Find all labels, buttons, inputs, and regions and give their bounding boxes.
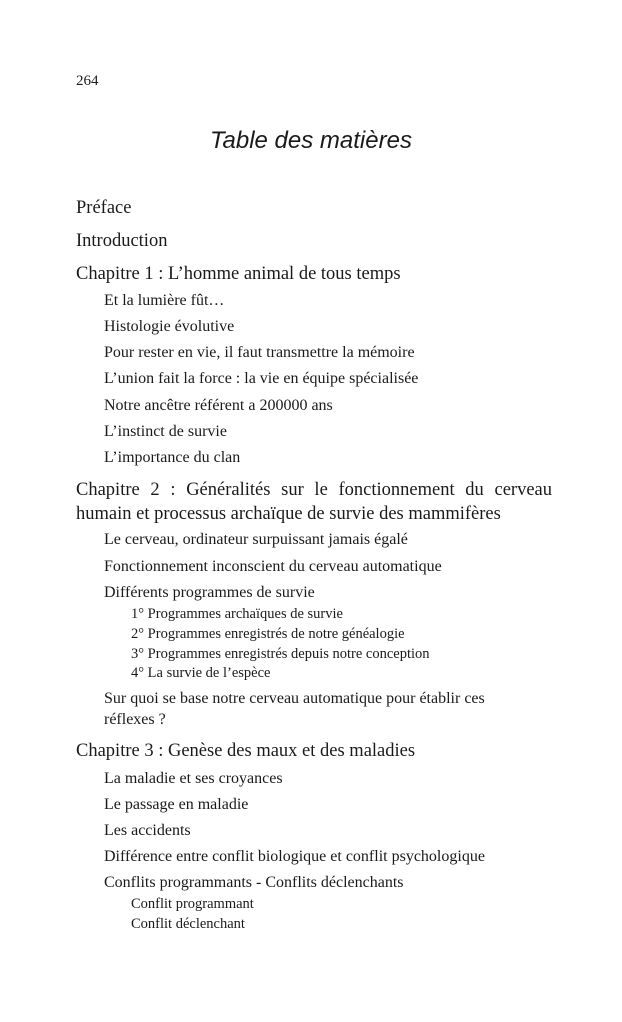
toc-section: Le passage en maladie (104, 796, 249, 813)
toc-section: L’instinct de survie (104, 423, 227, 440)
toc-entry-preface: Préface (76, 198, 132, 218)
toc-subsection: Conflit déclenchant (131, 916, 245, 932)
toc-subsection: 1° Programmes archaïques de survie (131, 606, 343, 622)
page-title: Table des matières (210, 127, 412, 154)
page-number: 264 (76, 73, 99, 89)
toc-section: Fonctionnement inconscient du cerveau automatique (104, 558, 442, 575)
toc-section: Les accidents (104, 822, 191, 839)
toc-subsection: 4° La survie de l’espèce (131, 665, 271, 681)
toc-chapter-1: Chapitre 1 : L’homme animal de tous temps (76, 264, 401, 284)
toc-chapter-3: Chapitre 3 : Genèse des maux et des maladies (76, 741, 416, 761)
toc-subsection: Conflit programmant (131, 896, 254, 912)
toc-section: Notre ancêtre référent a 200000 ans (104, 397, 333, 414)
toc-section: L’importance du clan (104, 449, 241, 466)
toc-section: Et la lumière fût… (104, 292, 225, 309)
toc-subsection: 3° Programmes enregistrés depuis notre conception (131, 646, 430, 662)
toc-entry-introduction: Introduction (76, 231, 168, 251)
toc-section: Le cerveau, ordinateur surpuissant jamais égalé (104, 531, 408, 548)
toc-section: La maladie et ses croyances (104, 770, 283, 787)
toc-subsection: 2° Programmes enregistrés de notre généalogie (131, 626, 405, 642)
toc-chapter-2: Chapitre 2 : Généralités sur le fonctionnement du cerveau humain et processus archaïque de survie des mammifères (76, 480, 552, 524)
toc-section: Différents programmes de survie (104, 584, 315, 601)
toc-section: Différence entre conflit biologique et conflit psychologique (104, 848, 485, 865)
toc-section: Pour rester en vie, il faut transmettre la mémoire (104, 344, 415, 361)
toc-section: L’union fait la force : la vie en équipe spécialisée (104, 370, 419, 387)
toc-section: Conflits programmants - Conflits déclenchants (104, 874, 404, 891)
toc-section: Histologie évolutive (104, 318, 235, 335)
toc-section: Sur quoi se base notre cerveau automatique pour établir ces réflexes ? (104, 690, 485, 728)
